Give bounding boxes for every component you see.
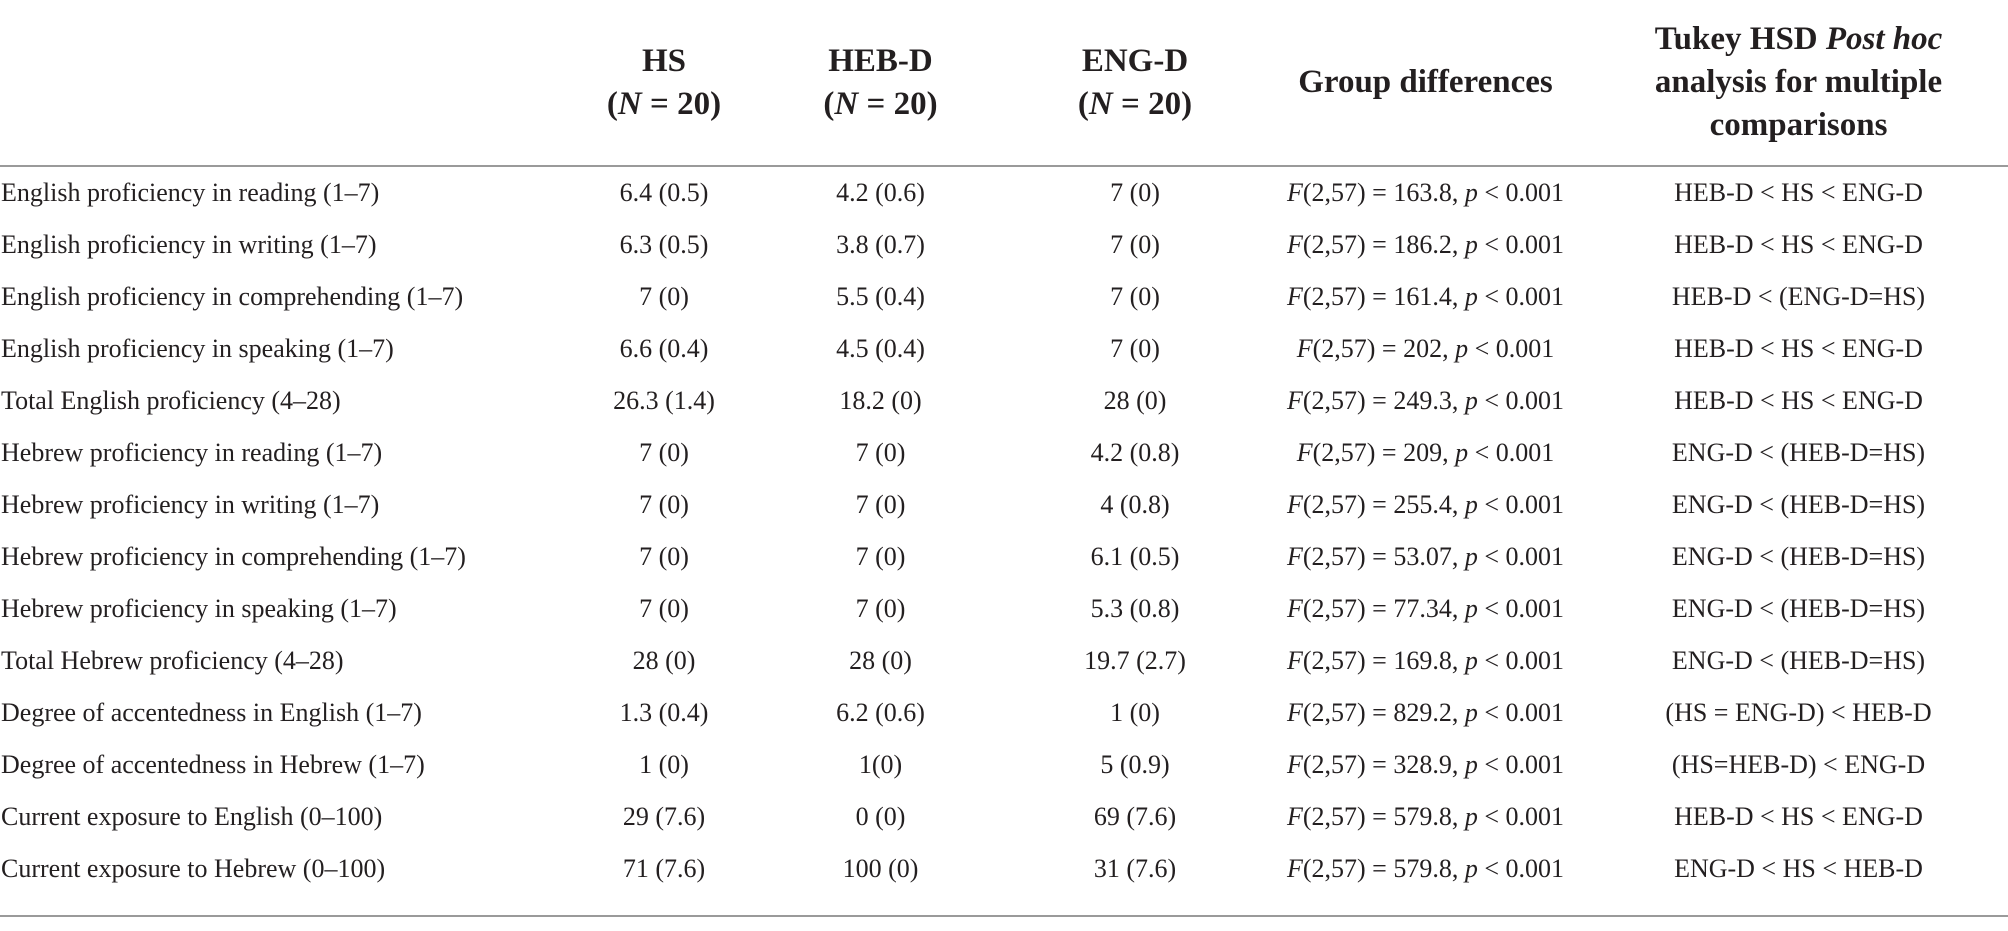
stat-f: F bbox=[1286, 386, 1303, 415]
stat-pvalue: < 0.001 bbox=[1477, 854, 1565, 883]
row-label: Degree of accentedness in Hebrew (1–7) bbox=[1, 750, 425, 779]
table-row bbox=[0, 479, 2008, 531]
stat-pvalue: < 0.001 bbox=[1477, 542, 1565, 571]
cell-tukey: HEB-D < (ENG-D=HS) bbox=[1671, 282, 1926, 311]
row-label: Total English proficiency (4–28) bbox=[1, 386, 341, 415]
cell-tukey: ENG-D < (HEB-D=HS) bbox=[1671, 646, 1926, 675]
cell-tukey: HEB-D < HS < ENG-D bbox=[1674, 334, 1923, 363]
stat-f: F bbox=[1286, 646, 1303, 675]
stat-value: (2,57) = 829.2, bbox=[1302, 698, 1465, 727]
stat-pvalue: < 0.001 bbox=[1477, 178, 1565, 207]
stat-p: p bbox=[1464, 646, 1478, 675]
cell-hs: 6.4 (0.5) bbox=[619, 178, 709, 207]
cell-engd: 31 (7.6) bbox=[1093, 854, 1177, 883]
cell-engd: 4 (0.8) bbox=[1100, 490, 1170, 519]
stat-p: p bbox=[1464, 490, 1478, 519]
stat-pvalue: < 0.001 bbox=[1477, 490, 1565, 519]
stat-p: p bbox=[1464, 542, 1478, 571]
table-row bbox=[0, 583, 2008, 635]
header-blank bbox=[0, 0, 575, 166]
stat-f: F bbox=[1286, 490, 1303, 519]
header-tukey-line1: Tukey HSD Post hoc bbox=[1654, 21, 1943, 57]
cell-engd: 7 (0) bbox=[1110, 334, 1160, 363]
stat-p: p bbox=[1455, 438, 1469, 467]
cell-hebd: 28 (0) bbox=[849, 646, 912, 675]
cell-hebd: 4.2 (0.6) bbox=[836, 178, 925, 207]
stat-f: F bbox=[1286, 230, 1303, 259]
cell-hebd: 5.5 (0.4) bbox=[836, 282, 925, 311]
stat-p: p bbox=[1464, 854, 1478, 883]
row-label: Total Hebrew proficiency (4–28) bbox=[1, 646, 344, 675]
table-body bbox=[0, 166, 2008, 895]
cell-tukey: HEB-D < HS < ENG-D bbox=[1674, 386, 1923, 415]
stat-pvalue: < 0.001 bbox=[1477, 698, 1565, 727]
stat-p: p bbox=[1464, 178, 1478, 207]
row-label: Hebrew proficiency in writing (1–7) bbox=[1, 490, 380, 519]
stat-value: (2,57) = 579.8, bbox=[1302, 802, 1465, 831]
cell-hebd: 7 (0) bbox=[855, 490, 906, 519]
cell-hs: 26.3 (1.4) bbox=[613, 386, 715, 415]
stat-pvalue: < 0.001 bbox=[1477, 750, 1565, 779]
cell-tukey: ENG-D < (HEB-D=HS) bbox=[1671, 490, 1926, 519]
header-hs-n: (N = 20) bbox=[606, 85, 722, 122]
table-row bbox=[0, 739, 2008, 791]
cell-tukey: ENG-D < HS < HEB-D bbox=[1674, 854, 1923, 883]
cell-hs: 29 (7.6) bbox=[622, 802, 706, 831]
cell-group-differences bbox=[1262, 427, 1589, 479]
cell-hebd: 3.8 (0.7) bbox=[836, 230, 925, 259]
cell-hs: 7 (0) bbox=[639, 594, 689, 623]
cell-hs: 6.3 (0.5) bbox=[619, 230, 709, 259]
stat-p: p bbox=[1455, 334, 1469, 363]
cell-group-differences bbox=[1262, 219, 1589, 271]
cell-tukey: HEB-D < HS < ENG-D bbox=[1674, 230, 1923, 259]
stat-f: F bbox=[1296, 438, 1313, 467]
stat-p: p bbox=[1464, 594, 1478, 623]
cell-hebd: 4.5 (0.4) bbox=[836, 334, 925, 363]
row-label: English proficiency in comprehending (1–7) bbox=[1, 282, 464, 311]
cell-tukey: HEB-D < HS < ENG-D bbox=[1674, 802, 1923, 831]
table-row bbox=[0, 531, 2008, 583]
stat-f: F bbox=[1286, 282, 1303, 311]
cell-engd: 4.2 (0.8) bbox=[1090, 438, 1180, 467]
cell-tukey: (HS = ENG-D) < HEB-D bbox=[1665, 698, 1932, 727]
row-label: Current exposure to Hebrew (0–100) bbox=[1, 854, 386, 883]
cell-group-differences bbox=[1262, 843, 1589, 895]
cell-engd: 19.7 (2.7) bbox=[1084, 646, 1186, 675]
cell-hs: 28 (0) bbox=[632, 646, 696, 675]
cell-hs: 6.6 (0.4) bbox=[619, 334, 709, 363]
cell-engd: 28 (0) bbox=[1103, 386, 1167, 415]
cell-engd: 5.3 (0.8) bbox=[1090, 594, 1180, 623]
table-row bbox=[0, 791, 2008, 843]
cell-engd: 69 (7.6) bbox=[1093, 802, 1177, 831]
stat-p: p bbox=[1464, 750, 1478, 779]
stat-pvalue: < 0.001 bbox=[1468, 334, 1555, 363]
cell-group-differences bbox=[1262, 323, 1589, 375]
stat-pvalue: < 0.001 bbox=[1477, 230, 1565, 259]
stat-pvalue: < 0.001 bbox=[1477, 594, 1565, 623]
cell-tukey: ENG-D < (HEB-D=HS) bbox=[1671, 594, 1926, 623]
row-label: Current exposure to English (0–100) bbox=[1, 802, 383, 831]
cell-engd: 7 (0) bbox=[1110, 230, 1160, 259]
row-label: Hebrew proficiency in reading (1–7) bbox=[1, 438, 383, 467]
stat-p: p bbox=[1464, 386, 1478, 415]
header-hs bbox=[575, 0, 753, 166]
cell-hebd: 0 (0) bbox=[855, 802, 906, 831]
table-row bbox=[0, 219, 2008, 271]
stat-f: F bbox=[1286, 542, 1303, 571]
table-row bbox=[0, 166, 2008, 219]
table-row bbox=[0, 375, 2008, 427]
table-footer-rule bbox=[0, 895, 2008, 916]
stat-f: F bbox=[1296, 334, 1313, 363]
stat-value: (2,57) = 255.4, bbox=[1302, 490, 1465, 519]
stat-p: p bbox=[1464, 698, 1478, 727]
row-label: English proficiency in writing (1–7) bbox=[1, 230, 377, 259]
cell-group-differences bbox=[1262, 791, 1589, 843]
header-tukey-line2: analysis for multiple bbox=[1654, 64, 1943, 100]
cell-hebd: 7 (0) bbox=[855, 438, 906, 467]
stat-p: p bbox=[1464, 230, 1478, 259]
stat-f: F bbox=[1286, 802, 1303, 831]
stat-value: (2,57) = 161.4, bbox=[1302, 282, 1465, 311]
stat-value: (2,57) = 579.8, bbox=[1302, 854, 1465, 883]
header-hs-name: HS bbox=[641, 42, 687, 79]
table-row bbox=[0, 271, 2008, 323]
row-label: English proficiency in reading (1–7) bbox=[1, 178, 380, 207]
row-label: English proficiency in speaking (1–7) bbox=[1, 334, 394, 363]
stat-pvalue: < 0.001 bbox=[1477, 646, 1565, 675]
stat-value: (2,57) = 53.07, bbox=[1302, 542, 1465, 571]
header-hebd bbox=[753, 0, 1008, 166]
header-tukey bbox=[1589, 0, 2008, 166]
cell-group-differences bbox=[1262, 739, 1589, 791]
row-label: Hebrew proficiency in speaking (1–7) bbox=[1, 594, 397, 623]
stat-value: (2,57) = 202, bbox=[1312, 334, 1456, 363]
cell-group-differences bbox=[1262, 479, 1589, 531]
cell-hs: 7 (0) bbox=[639, 438, 689, 467]
stat-f: F bbox=[1286, 594, 1303, 623]
stat-value: (2,57) = 163.8, bbox=[1302, 178, 1465, 207]
table-row bbox=[0, 635, 2008, 687]
cell-tukey: HEB-D < HS < ENG-D bbox=[1674, 178, 1923, 207]
header-hebd-n: (N = 20) bbox=[823, 85, 938, 122]
stat-pvalue: < 0.001 bbox=[1477, 802, 1565, 831]
cell-hebd: 7 (0) bbox=[855, 542, 906, 571]
cell-engd: 6.1 (0.5) bbox=[1090, 542, 1180, 571]
cell-hebd: 18.2 (0) bbox=[839, 386, 922, 415]
row-label: Degree of accentedness in English (1–7) bbox=[1, 698, 422, 727]
header-engd-name: ENG-D bbox=[1081, 42, 1189, 79]
cell-tukey: ENG-D < (HEB-D=HS) bbox=[1671, 542, 1926, 571]
cell-group-differences bbox=[1262, 635, 1589, 687]
cell-hebd: 6.2 (0.6) bbox=[836, 698, 925, 727]
cell-group-differences bbox=[1262, 166, 1589, 219]
cell-hs: 1.3 (0.4) bbox=[619, 698, 709, 727]
cell-engd: 5 (0.9) bbox=[1100, 750, 1170, 779]
cell-engd: 1 (0) bbox=[1110, 698, 1160, 727]
header-group-differences: Group differences bbox=[1262, 0, 1589, 166]
cell-group-differences bbox=[1262, 687, 1589, 739]
stat-f: F bbox=[1286, 178, 1303, 207]
stat-value: (2,57) = 249.3, bbox=[1302, 386, 1465, 415]
cell-group-differences bbox=[1262, 271, 1589, 323]
cell-group-differences bbox=[1262, 531, 1589, 583]
row-label: Hebrew proficiency in comprehending (1–7) bbox=[1, 542, 466, 571]
cell-hs: 7 (0) bbox=[639, 490, 689, 519]
cell-hs: 7 (0) bbox=[639, 542, 689, 571]
cell-hebd: 100 (0) bbox=[842, 854, 919, 883]
stat-f: F bbox=[1286, 750, 1303, 779]
cell-hs: 7 (0) bbox=[639, 282, 689, 311]
stat-pvalue: < 0.001 bbox=[1468, 438, 1555, 467]
header-tukey-line3: comparisons bbox=[1709, 107, 1888, 143]
stat-pvalue: < 0.001 bbox=[1477, 282, 1565, 311]
stat-value: (2,57) = 209, bbox=[1312, 438, 1456, 467]
header-engd bbox=[1008, 0, 1262, 166]
cell-hebd: 7 (0) bbox=[855, 594, 906, 623]
stat-p: p bbox=[1464, 282, 1478, 311]
cell-engd: 7 (0) bbox=[1110, 178, 1160, 207]
header-hebd-name: HEB-D bbox=[828, 42, 933, 79]
stat-f: F bbox=[1286, 698, 1303, 727]
table-row bbox=[0, 687, 2008, 739]
cell-group-differences bbox=[1262, 583, 1589, 635]
stat-value: (2,57) = 169.8, bbox=[1302, 646, 1465, 675]
cell-group-differences bbox=[1262, 375, 1589, 427]
cell-tukey: ENG-D < (HEB-D=HS) bbox=[1671, 438, 1926, 467]
cell-engd: 7 (0) bbox=[1110, 282, 1160, 311]
cell-hebd: 1(0) bbox=[858, 750, 903, 779]
stat-pvalue: < 0.001 bbox=[1477, 386, 1565, 415]
stat-f: F bbox=[1286, 854, 1303, 883]
header-row bbox=[0, 0, 2008, 166]
stat-value: (2,57) = 77.34, bbox=[1302, 594, 1465, 623]
stat-value: (2,57) = 328.9, bbox=[1302, 750, 1465, 779]
table-row bbox=[0, 427, 2008, 479]
stat-p: p bbox=[1464, 802, 1478, 831]
table-row bbox=[0, 323, 2008, 375]
cell-hs: 71 (7.6) bbox=[622, 854, 706, 883]
cell-tukey: (HS=HEB-D) < ENG-D bbox=[1671, 750, 1926, 779]
stat-value: (2,57) = 186.2, bbox=[1302, 230, 1465, 259]
header-engd-n: (N = 20) bbox=[1077, 85, 1193, 122]
table-row bbox=[0, 843, 2008, 895]
cell-hs: 1 (0) bbox=[639, 750, 689, 779]
